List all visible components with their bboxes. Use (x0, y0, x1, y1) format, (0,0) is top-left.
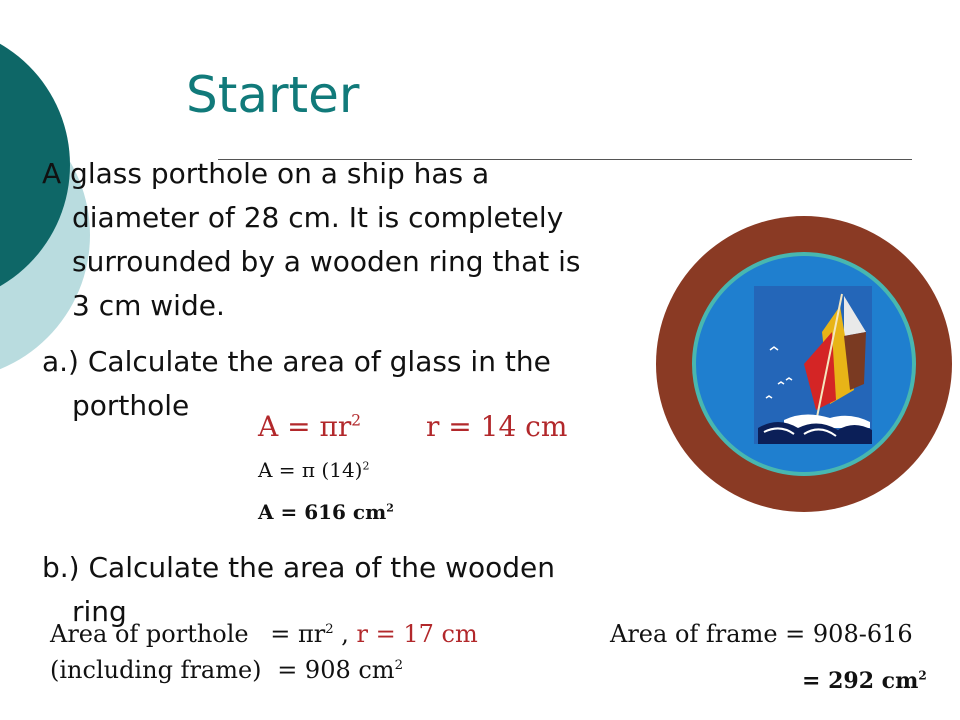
frame-area-result: = 292 $cm^2$ (802, 668, 927, 694)
question-a-line-1: a.) Calculate the area of glass in the (42, 345, 551, 378)
porthole-equation: = $\pi r^2$ (270, 620, 334, 648)
porthole-radius: r = 17 cm (356, 620, 478, 648)
including-label: (including frame) (50, 656, 262, 684)
slide-title: Starter (186, 66, 360, 124)
problem-line-3: surrounded by a wooden ring that is (72, 245, 581, 278)
question-b-line-2: ring (72, 595, 127, 628)
radius-value: r = 14 cm (426, 410, 568, 443)
result-line: A = 616 $cm^2$ (258, 500, 394, 524)
porthole-area-line: Area of porthole = $\pi r^2$ , r = 17 cm (50, 620, 478, 648)
question-a-line-2: porthole (72, 389, 190, 422)
formula-area: $A = \pi r^2$ (258, 410, 362, 443)
problem-statement (42, 152, 722, 328)
including-value: = 908 $cm^2$ (277, 656, 403, 684)
porthole-label: Area of porthole (50, 620, 249, 648)
porthole-illustration (654, 214, 954, 514)
frame-area-label: Area of frame = 908-616 (610, 620, 913, 648)
substitution-line: A = π $(14)^2$ (258, 458, 370, 482)
question-b-line-1: b.) Calculate the area of the wooden (42, 551, 556, 584)
including-frame-line (50, 656, 403, 684)
question-a (42, 340, 722, 428)
problem-line-1: A glass porthole on a ship has a (42, 157, 490, 190)
sailboat-icon (754, 286, 872, 444)
problem-line-4: 3 cm wide. (72, 289, 225, 322)
problem-line-2: diameter of 28 cm. It is completely (72, 201, 564, 234)
